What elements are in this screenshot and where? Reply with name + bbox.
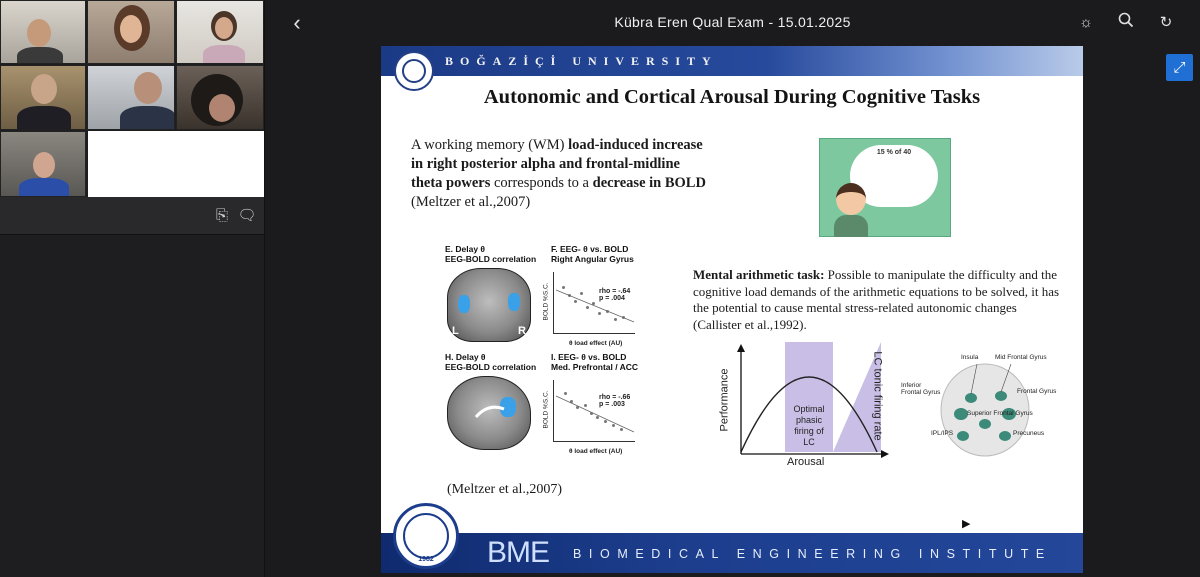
chart-y-label: Performance	[718, 368, 731, 432]
region-marker	[957, 431, 969, 441]
participant-tile[interactable]	[176, 65, 264, 130]
participant-tile[interactable]	[0, 0, 86, 64]
slide-header	[381, 46, 1083, 76]
participants-panel	[0, 0, 265, 577]
brain-region-map	[901, 352, 1069, 460]
empty-grid-area	[88, 131, 264, 197]
brain-image-h	[447, 376, 531, 450]
copy-icon[interactable]: ⎘	[215, 207, 228, 224]
participant-tile[interactable]	[0, 131, 86, 197]
figure-f-label: F. EEG- θ vs. BOLD Right Angular Gyrus	[551, 244, 634, 264]
math-problem-text: 15 % of 40	[876, 149, 912, 156]
top-bar	[265, 0, 1200, 46]
region-marker	[979, 419, 991, 429]
rotate-icon[interactable]: ↻	[1159, 14, 1173, 31]
arousal-performance-chart	[718, 342, 893, 468]
brain-label-mid-frontal: Mid Frontal Gyrus	[995, 354, 1047, 361]
bme-institute-name: BIOMEDICAL ENGINEERING INSTITUTE	[573, 547, 1052, 561]
region-marker	[995, 391, 1007, 401]
task-description: Possible to manipulate the difficulty and the cognitive load demands of the arithmetic equations to be solved, it has the potential to cause mental stress-related autonomic changes (Callister et al.,1992).	[693, 267, 1060, 332]
participant-tile[interactable]	[176, 0, 264, 64]
mental-arithmetic-illustration	[819, 138, 951, 237]
panel-controls	[0, 197, 264, 235]
brain-label-inferior-frontal: Inferior Frontal Gyrus	[901, 382, 941, 396]
chart-center-label: Optimal phasic firing of LC	[793, 404, 825, 447]
bme-logo-text: BME	[487, 536, 550, 569]
brain-label-frontal: Frontal Gyrus	[1017, 388, 1057, 395]
wm-citation: (Meltzer et al.,2007)	[411, 194, 531, 210]
y-axis-arrow	[737, 344, 745, 352]
brain-right-label: R	[518, 325, 526, 337]
figure-f-stats: rho = -.64 p = .004	[599, 288, 631, 302]
participant-tile[interactable]	[87, 65, 175, 130]
chat-icon[interactable]: 🗨	[237, 207, 257, 224]
brain-label-superior-frontal: Superior Frontal Gyrus	[967, 410, 1033, 417]
figure-h-label: H. Delay θ EEG-BOLD correlation	[445, 352, 537, 372]
university-seal-logo	[394, 51, 434, 91]
slide-footer	[381, 533, 1083, 573]
bottom-citation: (Meltzer et al.,2007)	[447, 482, 563, 497]
wm-mid: corresponds to a	[490, 175, 593, 191]
brightness-icon[interactable]: ☼	[1079, 14, 1093, 31]
scatter-plot-i	[553, 380, 635, 442]
region-marker	[954, 408, 968, 420]
scatter-plot-f	[553, 272, 635, 334]
brain-label-insula: Insula	[961, 354, 979, 361]
wm-paragraph	[411, 136, 711, 212]
task-paragraph	[693, 267, 1063, 333]
task-bold: Mental arithmetic task:	[693, 267, 825, 282]
brain-label-precuneus: Precuneus	[1013, 430, 1045, 437]
wm-bold-2: decrease in BOLD	[592, 175, 706, 191]
wm-intro: A working memory (WM)	[411, 137, 569, 153]
bme-seal-year: 1982	[418, 556, 434, 563]
mouse-cursor-icon: ▶	[962, 518, 971, 530]
presentation-slide	[381, 46, 1083, 573]
child-body	[834, 215, 868, 237]
figure-f-xaxis: θ load effect (AU)	[569, 340, 623, 347]
child-face	[836, 183, 866, 215]
chart-y2-label: LC tonic firing rate	[871, 351, 884, 441]
participant-tile[interactable]	[87, 0, 175, 64]
back-button[interactable]: ‹	[293, 10, 301, 35]
chart-x-label: Arousal	[787, 456, 825, 468]
participant-tile[interactable]	[0, 65, 86, 130]
figure-i-yaxis: BOLD %S.C.	[542, 390, 550, 429]
figure-e-label: E. Delay θ EEG-BOLD correlation	[445, 244, 537, 264]
search-icon[interactable]	[1115, 12, 1137, 34]
brain-image-e	[447, 268, 531, 342]
region-marker	[999, 431, 1011, 441]
meeting-title: Kübra Eren Qual Exam - 15.01.2025	[614, 14, 851, 30]
slide-title: Autonomic and Cortical Arousal During Cognitive Tasks	[483, 86, 981, 108]
x-axis-arrow	[881, 450, 889, 458]
brain-left-label: L	[452, 325, 459, 337]
bme-seal-logo	[393, 503, 459, 569]
figure-i-label: I. EEG- θ vs. BOLD Med. Prefrontal / ACC	[551, 352, 639, 372]
region-marker	[965, 393, 977, 403]
figure-i-stats: rho = -.66 p = .003	[599, 394, 631, 408]
figure-i-xaxis: θ load effect (AU)	[569, 448, 623, 455]
university-name: BOĞAZİÇİ UNIVERSITY	[445, 54, 718, 68]
figure-f-yaxis: BOLD %S.C.	[542, 282, 550, 321]
expand-button[interactable]: ⤢	[1166, 54, 1193, 81]
brain-label-ipl: IPL/IPS	[931, 430, 954, 437]
wm-bold-1: load-induced increase in right posterior alpha and frontal-midline theta powers	[411, 137, 703, 191]
